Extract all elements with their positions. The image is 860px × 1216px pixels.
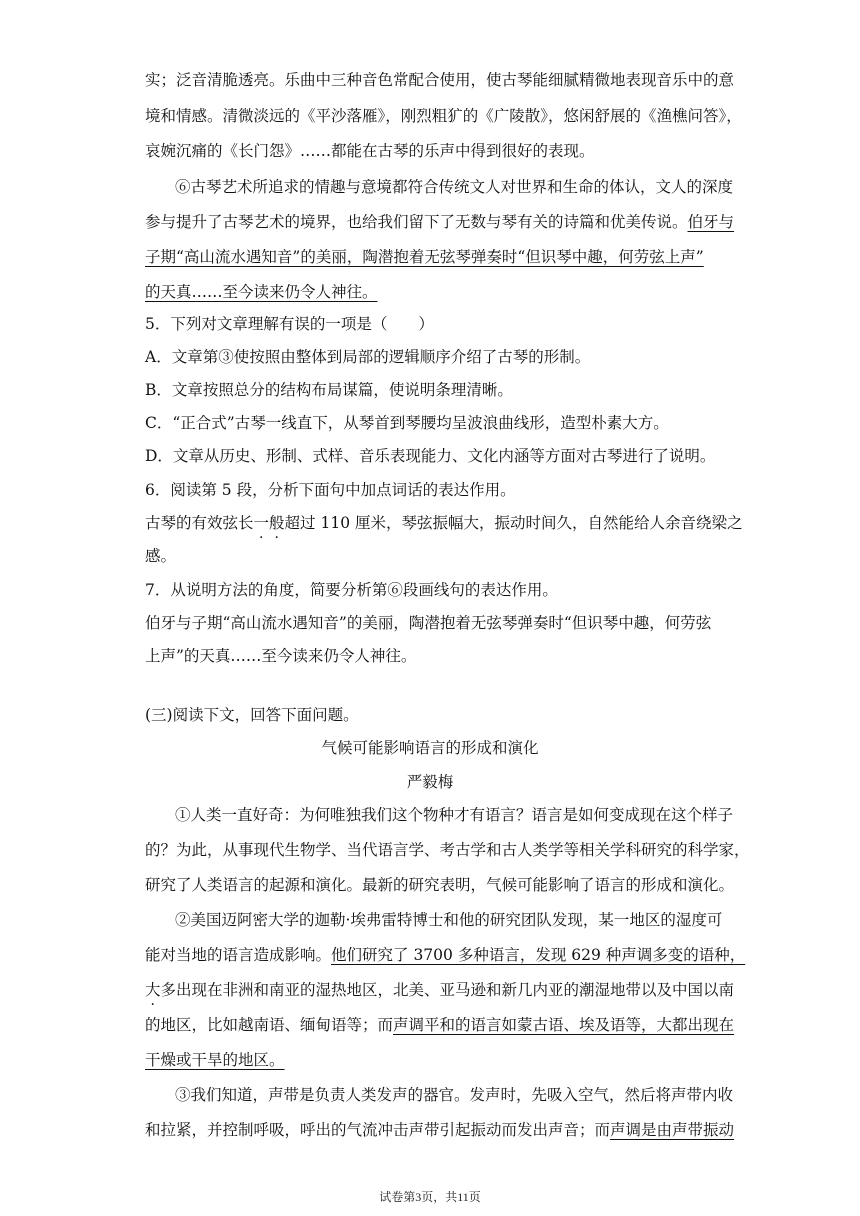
paragraph-3-line: ③我们知道，声带是负责人类发声的器官。发声时，先吸入空气，然后将声带内收 <box>175 1086 734 1104</box>
paragraph-6-line <box>145 282 378 302</box>
question-6-sentence <box>145 513 743 533</box>
paragraph-1-line: 研究了人类语言的起源和演化。最新的研究表明，气候可能影响了语言的形成和演化。 <box>145 876 735 894</box>
paragraph-2-line <box>145 945 745 965</box>
paragraph-2-line <box>145 1050 285 1070</box>
question-7-sentence: 上声”的天真……至今读来仍令人神往。 <box>145 647 417 665</box>
plain-text: 的地区，比如越南语、缅甸语等；而 <box>145 1016 394 1034</box>
paragraph-1-line: 的？为此，从事现代生物学、当代语言学、考古学和古人类学等相关学科研究的科学家， <box>145 841 750 859</box>
option-d: D．文章从历史、形制、式样、音乐表现能力、文化内涵等方面对古琴进行了说明。 <box>145 447 716 465</box>
sentence-text: 超过 110 厘米，琴弦振幅大，振动时间久，自然能给人余音绕梁之 <box>284 514 743 532</box>
underlined-sentence: 的天真……至今读来仍令人神往。 <box>145 283 378 301</box>
question-5: 5．下列对文章理解有误的一项是（ ） <box>145 315 434 333</box>
plain-text: 能对当地的语言造成影响。 <box>145 946 332 964</box>
question-6: 6．阅读第 5 段，分析下面句中加点词话的表达作用。 <box>145 481 516 499</box>
underlined-sentence: 伯牙与 <box>687 213 735 231</box>
paragraph-1-line: ①人类一直好奇：为何唯独我们这个物种才有语言？语言是如何变成现在这个样子 <box>175 806 734 824</box>
option-a: A．文章第③使按照由整体到局部的逻辑顺序介绍了古琴的形制。 <box>145 348 591 366</box>
paragraph-2-line: ②美国迈阿密大学的迦勒·埃弗雷特博士和他的研究团队发现，某一地区的湿度可 <box>175 911 723 929</box>
question-7: 7．从说明方法的角度，简要分析第⑥段画线句的表达作用。 <box>145 581 558 599</box>
underlined-sentence: 子期“高山流水遇知音”的美丽，陶潜抱着无弦琴弹奏时“但识琴中趣，何劳弦上声” <box>145 248 704 266</box>
dotted-word-char: 一 <box>253 514 270 532</box>
plain-text: 多出现在非洲和南亚的湿热地区，北美、亚马逊和新几内亚的潮湿地带以及中国以南 <box>160 981 735 999</box>
underlined-sentence: 他们研究了 3700 多种语言，发现 629 种声调多变的语种， <box>331 946 746 964</box>
paragraph-6-line: ⑥古琴艺术所追求的情趣与意境都符合传统文人对世界和生命的体认，文人的深度 <box>175 178 734 196</box>
paragraph-3-line <box>145 1120 734 1140</box>
dotted-word-char: 大 <box>145 981 161 999</box>
option-b: B．文章按照总分的结构布局谋篇，使说明条理清晰。 <box>145 381 513 399</box>
underlined-sentence: 声调是由声带振动 <box>610 1121 735 1139</box>
paragraph-2-line <box>145 980 734 1000</box>
question-6-sentence: 感。 <box>145 547 177 565</box>
article-author: 严毅梅 <box>406 773 454 791</box>
dotted-word-char: 般 <box>269 514 285 532</box>
question-7-sentence: 伯牙与子期“高山流水遇知音”的美丽，陶潜抱着无弦琴弹奏时“但识琴中趣，何劳弦 <box>145 614 712 632</box>
passage-line: 实；泛音清脆透亮。乐曲中三种音色常配合使用，使古琴能细腻精微地表现音乐中的意 <box>145 71 735 89</box>
underlined-sentence: 干燥或干旱的地区。 <box>145 1051 285 1069</box>
paragraph-6-line <box>145 212 734 232</box>
sentence-text: 古琴的有效弦长 <box>145 514 254 532</box>
section-heading: (三)阅读下文，回答下面问题。 <box>145 706 359 724</box>
passage-line: 哀婉沉痛的《长门怨》……都能在古琴的乐声中得到很好的表现。 <box>145 142 595 160</box>
plain-text: 和拉紧，并控制呼吸，呼出的气流冲击声带引起振动而发出声音；而 <box>145 1121 611 1139</box>
plain-text: 参与提升了古琴艺术的境界，也给我们留下了无数与琴有关的诗篇和优美传说。 <box>145 213 688 231</box>
passage-line: 境和情感。清微淡远的《平沙落雁》，刚烈粗犷的《广陵散》，悠闲舒展的《渔樵问答》， <box>145 107 742 125</box>
option-c: C．“正合式”古琴一线直下，从琴首到琴腰均呈波浪曲线形，造型朴素大方。 <box>145 414 669 432</box>
underlined-sentence: 声调平和的语言如蒙古语、埃及语等，大都出现在 <box>393 1016 735 1034</box>
article-title: 气候可能影响语言的形成和演化 <box>321 739 539 757</box>
page-footer: 试卷第3页，共11页 <box>379 1190 481 1204</box>
paragraph-2-line <box>145 1015 734 1035</box>
